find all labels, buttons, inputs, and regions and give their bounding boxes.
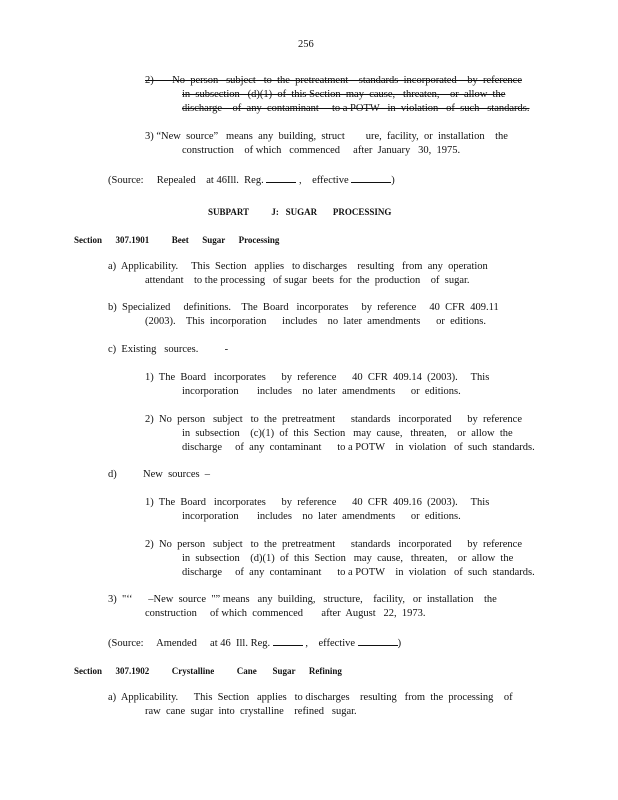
new-sources-item-1-line-2: incorporation includes no later amendments or editions. xyxy=(182,511,461,522)
struck-item-line-2: in subsection (d)(1) of this Section may cause, threaten, or allow the xyxy=(182,89,506,100)
existing-sources-item-2-line-1: 2) No person subject to the pretreatment standards incorporated by reference xyxy=(145,414,522,425)
register-page-blank xyxy=(273,635,303,646)
new-sources-item-2-line-1: 2) No person subject to the pretreatment standards incorporated by reference xyxy=(145,539,522,550)
source-note-effective: , effective xyxy=(302,638,358,649)
new-sources-item-2-line-3: discharge of any contaminant to a POTW in violation of such standards. xyxy=(182,567,535,578)
register-page-blank xyxy=(266,172,296,183)
new-source-definition-1901-line-1: 3) "‘‘ –New source "” means any building, structure, facility, or installation the xyxy=(108,594,497,605)
source-note-prefix: (Source: Amended at 46 Ill. Reg. xyxy=(108,638,273,649)
existing-sources-item-2-line-2: in subsection (c)(1) of this Section may cause, threaten, or allow the xyxy=(182,428,513,439)
subpart-heading: SUBPART J: SUGAR PROCESSING xyxy=(208,207,392,217)
new-source-definition-1901-line-2: construction of which commenced after August 22, 1973. xyxy=(145,608,426,619)
section-1901-new-sources: d) New sources – xyxy=(108,469,211,480)
section-1902-applicability-line-1: a) Applicability. This Section applies to discharges resulting from the processing of xyxy=(108,692,513,703)
existing-sources-item-2-line-3: discharge of any contaminant to a POTW in violation of such standards. xyxy=(182,442,535,453)
source-note-close: ) xyxy=(397,638,402,649)
effective-date-blank xyxy=(351,172,391,183)
existing-sources-item-1-line-1: 1) The Board incorporates by reference 40 CFR 409.14 (2003). This xyxy=(145,372,490,383)
section-1901-definitions-line-1: b) Specialized definitions. The Board incorporates by reference 40 CFR 409.11 xyxy=(108,302,499,313)
section-1902-heading: Section 307.1902 Crystalline Cane Sugar Refining xyxy=(74,666,342,676)
section-1901-applicability-line-2: attendant to the processing of sugar beets for the production of sugar. xyxy=(145,275,470,286)
effective-date-blank xyxy=(358,635,398,646)
section-1901-existing-sources: c) Existing sources. - xyxy=(108,344,229,355)
new-source-definition-line-2: construction of which commenced after January 30, 1975. xyxy=(182,145,461,156)
source-note-prefix: (Source: Repealed at 46Ill. Reg. xyxy=(108,175,267,186)
new-sources-item-1-line-1: 1) The Board incorporates by reference 40 CFR 409.16 (2003). This xyxy=(145,497,490,508)
page-number: 256 xyxy=(298,39,314,50)
source-note-close: ) xyxy=(391,175,395,186)
section-1901-definitions-line-2: (2003). This incorporation includes no later amendments or editions. xyxy=(145,316,486,327)
new-sources-item-2-line-2: in subsection (d)(1) of this Section may cause, threaten, or allow the xyxy=(182,553,514,564)
section-1902-applicability-line-2: raw cane sugar into crystalline refined sugar. xyxy=(145,706,357,717)
section-1901-applicability-line-1: a) Applicability. This Section applies to discharges resulting from any operation xyxy=(108,261,488,272)
existing-sources-item-1-line-2: incorporation includes no later amendments or editions. xyxy=(182,386,461,397)
source-note-repealed xyxy=(108,172,395,188)
section-1901-heading: Section 307.1901 Beet Sugar Processing xyxy=(74,235,280,245)
source-note-amended xyxy=(108,635,401,651)
source-note-effective: , effective xyxy=(296,175,352,186)
struck-item-line-1: 2) No person subject to the pretreatment standards incorporated by reference xyxy=(145,75,522,86)
struck-item-line-3: discharge of any contaminant to a POTW in violation of such standards. xyxy=(182,103,530,114)
new-source-definition-line-1: 3) “New source” means any building, struct ure, facility, or installation the xyxy=(145,131,508,142)
